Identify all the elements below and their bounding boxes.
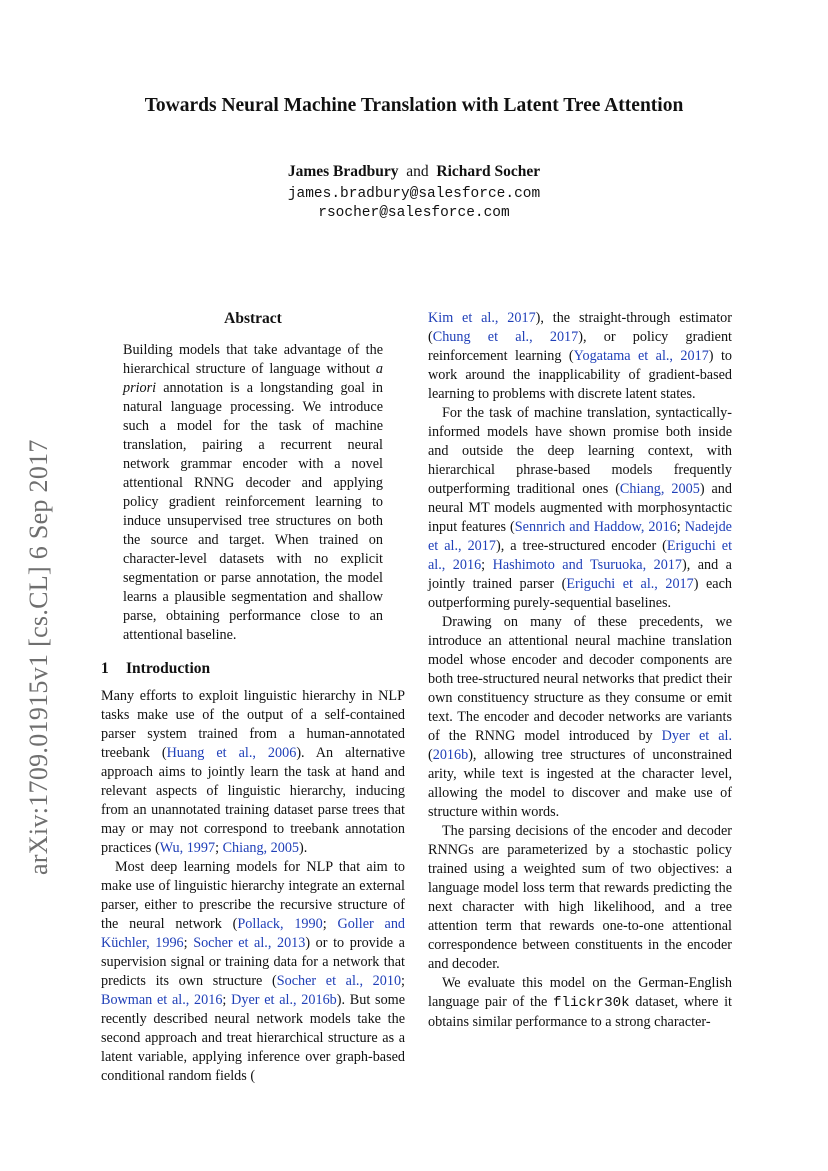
citation-link[interactable]: Dyer et al.: [661, 728, 732, 744]
author-conjunction: and: [406, 163, 429, 180]
citation-link[interactable]: Chiang, 2005: [222, 840, 300, 856]
paragraph-continued: Kim et al., 2017), the straight-through estimator (Chung et al., 2017), or policy gradient reinforcement learning (Yogatama et al., 2017) to work around the inapplicability of gradient-based learning to problems with discrete latent states.: [428, 310, 732, 402]
citation-link[interactable]: Chiang, 2005: [619, 481, 700, 497]
paragraph: Drawing on many of these precedents, we introduce an attentional neural machine translation model whose encoder and decoder components are both tree-structured neural networks that predict their own constituency structure as they consume or emit text. The encoder and decoder networks are variants of the RNNG model introduced by Dyer et al. (2016b), allowing tree structures of unconstrained arity, while text is ingested at the character level, allowing the model to discover and make use of structure within words.: [428, 614, 732, 820]
citation-link[interactable]: Eriguchi et al., 2017: [566, 576, 694, 592]
citation-link[interactable]: Pollack, 1990: [237, 916, 323, 932]
paragraph: We evaluate this model on the German-English language pair of the flickr30k dataset, where it obtains similar performance to a strong character-: [428, 975, 733, 1030]
page-title: Towards Neural Machine Translation with Latent Tree Attention: [144, 95, 684, 116]
paragraph: For the task of machine translation, syntactically-informed models have shown promise both inside and outside the deep learning context, with hierarchical phrase-based models frequently outperforming traditional ones (Chiang, 2005) and neural MT models augmented with morphosyntactic input features (Sennrich and Haddow, 2016; Nadejde et al., 2017), a tree-structured encoder (Eriguchi et al., 2016; Hashimoto and Tsuruoka, 2017), and a jointly trained parser (Eriguchi et al., 2017) each outperforming purely-sequential baselines.: [428, 405, 733, 611]
citation-link[interactable]: Kim et al., 2017: [428, 310, 536, 326]
author-line: [0, 163, 828, 181]
section-number: 1: [101, 660, 109, 677]
right-column: [428, 309, 732, 1032]
citation-link[interactable]: Bowman et al., 2016: [101, 992, 223, 1008]
arxiv-identifier: arXiv:1709.01915v1 [cs.CL] 6 Sep 2017: [24, 439, 53, 875]
citation-link[interactable]: Wu, 1997: [159, 840, 216, 856]
paragraph: The parsing decisions of the encoder and decoder RNNGs are parameterized by a stochastic policy trained using a weighted sum of two objectives: a language model loss term that rewards predicting the next character with high likelihood, and a tree attention term that rewards one-to-one attentional correspondence between constituents in the encoder and decoder.: [428, 823, 732, 972]
citation-link[interactable]: Socher et al., 2013: [193, 935, 306, 951]
citation-link[interactable]: Chung et al., 2017: [432, 329, 579, 345]
author-email: rsocher@salesforce.com: [318, 205, 510, 221]
author-email: james.bradbury@salesforce.com: [287, 186, 541, 202]
author-name: James Bradbury: [287, 163, 399, 180]
citation-link[interactable]: Hashimoto and Tsuruoka, 2017: [492, 557, 682, 573]
abstract-text: Building models that take advantage of the hierarchical structure of language without a priori annotation is a longstanding goal in natural language processing. We introduce such a model for the task of machine translation, pairing a recurrent neural network grammar encoder with a novel attentional RNNG decoder and applying policy gradient reinforcement learning to induce unsupervised tree structures on both the source and target. When trained on character-level datasets with no explicit segmentation or parse annotation, the model learns a plausible segmentation and shallow parse, obtaining performance close to an attentional baseline.: [123, 342, 383, 643]
abstract-heading: Abstract: [224, 310, 282, 327]
paragraph: Many efforts to exploit linguistic hierarchy in NLP tasks make use of the output of a self-contained parser system trained from a human-annotated treebank (Huang et al., 2006). An alternative approach aims to jointly learn the task at hand and relevant aspects of linguistic hierarchy, inducing from an unannotated training dataset parse trees that may or may not correspond to treebank annotation practices (Wu, 1997; Chiang, 2005).: [101, 688, 405, 856]
citation-link[interactable]: Socher et al., 2010: [276, 973, 402, 989]
citation-link[interactable]: Goller and Küchler, 1996: [101, 916, 406, 951]
citation-link[interactable]: 2016b: [432, 747, 469, 763]
section-title: Introduction: [126, 660, 211, 677]
left-column: [101, 309, 405, 1086]
citation-link[interactable]: Dyer et al., 2016b: [231, 992, 337, 1008]
citation-link[interactable]: Huang et al., 2006: [166, 745, 297, 761]
paragraph: Most deep learning models for NLP that aim to make use of linguistic hierarchy integrate an external parser, either to prescribe the recursive structure of the neural network (Pollack, 1990; Goller and Küchler, 1996; Socher et al., 2013) or to provide a supervision signal or training data for a network that predicts its own structure (Socher et al., 2010; Bowman et al., 2016; Dyer et al., 2016b). But some recently described neural network models take the second approach and treat hierarchical structure as a latent variable, applying inference over graph-based conditional random fields (: [101, 859, 406, 1084]
citation-link[interactable]: Yogatama et al., 2017: [573, 348, 709, 364]
citation-link[interactable]: Sennrich and Haddow, 2016: [514, 519, 677, 535]
section-heading: [101, 659, 405, 679]
author-name: Richard Socher: [436, 163, 541, 180]
citation-link[interactable]: Eriguchi et al., 2016: [428, 538, 733, 573]
dataset-name: flickr30k: [552, 995, 630, 1011]
citation-link[interactable]: Nadejde et al., 2017: [428, 519, 732, 554]
